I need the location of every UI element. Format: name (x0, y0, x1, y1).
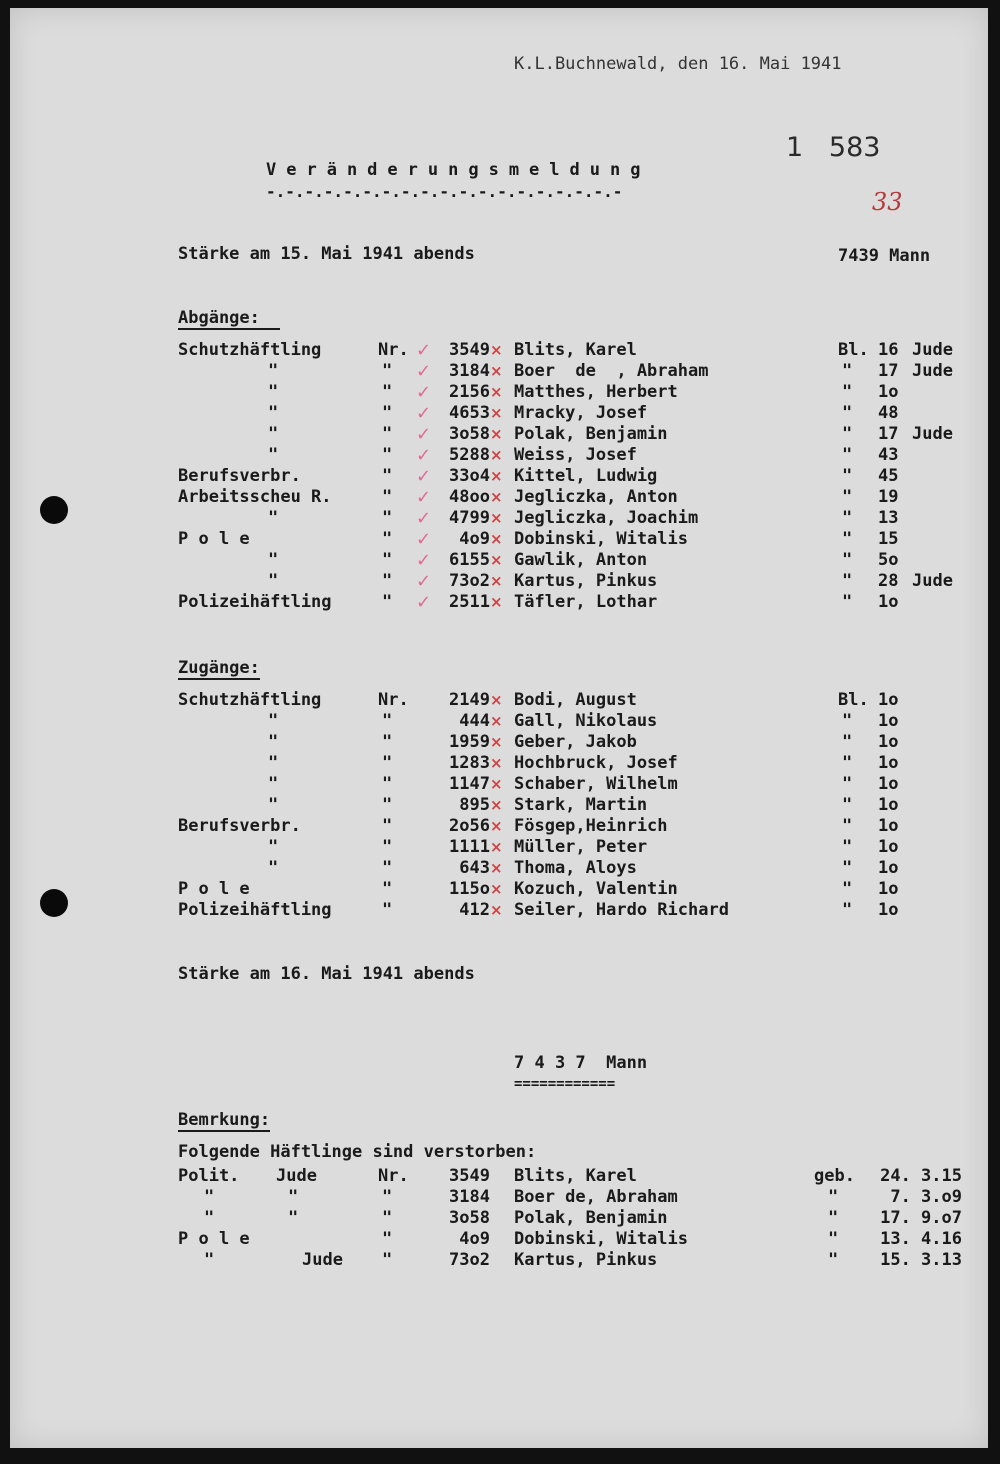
table-row (0, 1229, 1000, 1250)
nr-prefix-cell: " (382, 753, 393, 773)
table-row (0, 571, 1000, 592)
table-row (0, 837, 1000, 858)
prisoner-name-cell: Boer de , Abraham (514, 361, 709, 381)
note-cell: Jude (912, 424, 953, 444)
prisoner-name-cell: Täfler, Lothar (514, 592, 658, 612)
prisoner-number-cell: 444 (459, 711, 490, 731)
prisoner-name-cell: Fösgep,Heinrich (514, 816, 668, 836)
table-row (0, 1250, 1000, 1271)
red-annotation: 33 (872, 188, 903, 216)
prisoner-number-cell: 6155 (449, 550, 490, 570)
prisoner-number-cell: 895 (459, 795, 490, 815)
block-prefix-cell: " (842, 550, 853, 570)
prisoner-number-cell: 3o58 (449, 424, 490, 444)
table-row (0, 711, 1000, 732)
block-number-cell: 1o (878, 900, 899, 920)
block-number-cell: 1o (878, 858, 899, 878)
category-cell: " (204, 1187, 215, 1207)
nr-prefix-cell: Nr. (378, 340, 409, 360)
cross-mark: × (490, 383, 503, 401)
nr-prefix-cell: " (382, 487, 393, 507)
table-row (0, 1166, 1000, 1187)
table-row (0, 816, 1000, 837)
prisoner-name-cell: Gawlik, Anton (514, 550, 648, 570)
table-row (0, 466, 1000, 487)
block-number-cell: 15 (878, 529, 899, 549)
nr-prefix-cell: " (382, 550, 393, 570)
document-number: 1 583 (786, 132, 881, 163)
table-row (0, 529, 1000, 550)
departures-heading: Abgänge: (178, 308, 280, 330)
category-cell: P o l e (178, 1229, 250, 1249)
nr-prefix-cell: " (382, 711, 393, 731)
cross-mark: × (490, 362, 503, 380)
table-row (0, 732, 1000, 753)
category-cell: " (268, 795, 279, 815)
block-prefix-cell: " (842, 592, 853, 612)
sub-category-cell: " (288, 1187, 299, 1207)
prisoner-number-cell: 3o58 (449, 1208, 490, 1228)
prisoner-name-cell: Weiss, Josef (514, 445, 637, 465)
check-mark: ✓ (416, 592, 432, 613)
prisoner-name-cell: Boer de, Abraham (514, 1187, 678, 1207)
table-row (0, 487, 1000, 508)
prisoner-number-cell: 2o56 (449, 816, 490, 836)
table-row (0, 403, 1000, 424)
prisoner-name-cell: Mracky, Josef (514, 403, 648, 423)
prisoner-number-cell: 1283 (449, 753, 490, 773)
prisoner-name-cell: Blits, Karel (514, 340, 637, 360)
block-prefix-cell: " (842, 858, 853, 878)
birth-date-cell: 13. 4.16 (880, 1229, 962, 1249)
category-cell: Schutzhäftling (178, 690, 322, 710)
cross-mark: × (490, 530, 503, 548)
strength-start-value: 7439 Mann (838, 246, 931, 266)
prisoner-name-cell: Matthes, Herbert (514, 382, 678, 402)
category-cell: Berufsverbr. (178, 816, 301, 836)
check-mark: ✓ (416, 424, 432, 445)
nr-prefix-cell: " (382, 816, 393, 836)
table-row (0, 858, 1000, 879)
page-title: Veränderungsmeldung (266, 160, 651, 180)
cross-mark: × (490, 488, 503, 506)
prisoner-name-cell: Geber, Jakob (514, 732, 637, 752)
note-cell: Jude (912, 571, 953, 591)
category-cell: P o l e (178, 879, 250, 899)
prisoner-number-cell: 4653 (449, 403, 490, 423)
block-prefix-cell: " (842, 487, 853, 507)
cross-mark: × (490, 817, 503, 835)
prisoner-number-cell: 5288 (449, 445, 490, 465)
nr-prefix-cell: " (382, 879, 393, 899)
prisoner-number-cell: 115o (449, 879, 490, 899)
category-cell: " (268, 424, 279, 444)
prisoner-number-cell: 3549 (449, 340, 490, 360)
nr-prefix-cell: " (382, 1229, 393, 1249)
block-prefix-cell: " (842, 466, 853, 486)
block-number-cell: 17 (878, 361, 899, 381)
remarks-heading: Bemrkung: (178, 1110, 271, 1130)
category-cell: " (268, 361, 279, 381)
block-prefix-cell: " (842, 508, 853, 528)
category-cell: Polit. (178, 1166, 240, 1186)
table-row (0, 361, 1000, 382)
prisoner-number-cell: 73o2 (449, 1250, 490, 1270)
block-number-cell: 1o (878, 795, 899, 815)
cross-mark: × (490, 593, 503, 611)
prisoner-number-cell: 3549 (449, 1166, 490, 1186)
check-mark: ✓ (416, 571, 432, 592)
block-number-cell: 28 (878, 571, 899, 591)
remarks-intro: Folgende Häftlinge sind verstorben: (178, 1142, 537, 1162)
category-cell: Berufsverbr. (178, 466, 301, 486)
nr-prefix-cell: " (382, 508, 393, 528)
block-number-cell: 16 (878, 340, 899, 360)
category-cell: " (204, 1208, 215, 1228)
prisoner-name-cell: Dobinski, Witalis (514, 529, 688, 549)
prisoner-name-cell: Jegliczka, Anton (514, 487, 678, 507)
block-number-cell: 1o (878, 732, 899, 752)
block-number-cell: 1o (878, 711, 899, 731)
nr-prefix-cell: " (382, 592, 393, 612)
prisoner-number-cell: 48oo (449, 487, 490, 507)
block-prefix-cell: " (842, 816, 853, 836)
cross-mark: × (490, 341, 503, 359)
table-row (0, 550, 1000, 571)
cross-mark: × (490, 712, 503, 730)
strength-end-label: Stärke am 16. Mai 1941 abends (178, 964, 475, 984)
note-cell: Jude (912, 340, 953, 360)
nr-prefix-cell: " (382, 900, 393, 920)
block-number-cell: 1o (878, 382, 899, 402)
strength-end-value: 7 4 3 7 Mann (514, 1053, 648, 1073)
nr-prefix-cell: " (382, 361, 393, 381)
cross-mark: × (490, 691, 503, 709)
check-mark: ✓ (416, 550, 432, 571)
prisoner-name-cell: Gall, Nikolaus (514, 711, 658, 731)
block-number-cell: 43 (878, 445, 899, 465)
prisoner-name-cell: Thoma, Aloys (514, 858, 637, 878)
birth-date-cell: 24. 3.15 (880, 1166, 962, 1186)
born-prefix-cell: " (828, 1187, 839, 1207)
note-cell: Jude (912, 361, 953, 381)
table-row (0, 424, 1000, 445)
block-prefix-cell: Bl. (838, 340, 869, 360)
cross-mark: × (490, 733, 503, 751)
prisoner-number-cell: 1147 (449, 774, 490, 794)
block-number-cell: 48 (878, 403, 899, 423)
category-cell: " (268, 445, 279, 465)
birth-date-cell: 7. 3.o9 (890, 1187, 962, 1207)
block-number-cell: 17 (878, 424, 899, 444)
prisoner-number-cell: 2511 (449, 592, 490, 612)
prisoner-name-cell: Kartus, Pinkus (514, 1250, 658, 1270)
category-cell: Polizeihäftling (178, 900, 332, 920)
check-mark: ✓ (416, 466, 432, 487)
category-cell: Arbeitsscheu R. (178, 487, 332, 507)
prisoner-name-cell: Bodi, August (514, 690, 637, 710)
born-prefix-cell: " (828, 1208, 839, 1228)
cross-mark: × (490, 404, 503, 422)
block-number-cell: 1o (878, 592, 899, 612)
table-row (0, 900, 1000, 921)
prisoner-number-cell: 4o9 (459, 529, 490, 549)
prisoner-name-cell: Kittel, Ludwig (514, 466, 658, 486)
category-cell: " (268, 382, 279, 402)
category-cell: Schutzhäftling (178, 340, 322, 360)
place-date: K.L.Buchnewald, den 16. Mai 1941 (514, 54, 842, 74)
check-mark: ✓ (416, 382, 432, 403)
block-prefix-cell: Bl. (838, 690, 869, 710)
category-cell: " (204, 1250, 215, 1270)
prisoner-number-cell: 412 (459, 900, 490, 920)
block-number-cell: 13 (878, 508, 899, 528)
block-prefix-cell: " (842, 753, 853, 773)
block-number-cell: 1o (878, 816, 899, 836)
sub-category-cell: Jude (302, 1250, 343, 1270)
prisoner-name-cell: Polak, Benjamin (514, 1208, 668, 1228)
check-mark: ✓ (416, 361, 432, 382)
prisoner-number-cell: 3184 (449, 1187, 490, 1207)
nr-prefix-cell: " (382, 529, 393, 549)
prisoner-number-cell: 73o2 (449, 571, 490, 591)
table-row (0, 795, 1000, 816)
block-number-cell: 1o (878, 774, 899, 794)
prisoner-name-cell: Polak, Benjamin (514, 424, 668, 444)
prisoner-name-cell: Stark, Martin (514, 795, 648, 815)
category-cell: " (268, 774, 279, 794)
block-prefix-cell: " (842, 403, 853, 423)
block-number-cell: 45 (878, 466, 899, 486)
sub-category-cell: " (288, 1208, 299, 1228)
prisoner-name-cell: Schaber, Wilhelm (514, 774, 678, 794)
nr-prefix-cell: " (382, 732, 393, 752)
table-row (0, 753, 1000, 774)
block-prefix-cell: " (842, 795, 853, 815)
prisoner-name-cell: Kartus, Pinkus (514, 571, 658, 591)
check-mark: ✓ (416, 508, 432, 529)
cross-mark: × (490, 551, 503, 569)
block-prefix-cell: " (842, 774, 853, 794)
nr-prefix-cell: " (382, 571, 393, 591)
block-prefix-cell: " (842, 711, 853, 731)
block-number-cell: 5o (878, 550, 899, 570)
nr-prefix-cell: " (382, 858, 393, 878)
block-number-cell: 1o (878, 837, 899, 857)
block-prefix-cell: " (842, 571, 853, 591)
nr-prefix-cell: " (382, 1250, 393, 1270)
category-cell: " (268, 837, 279, 857)
birth-date-cell: 17. 9.o7 (880, 1208, 962, 1228)
table-row (0, 690, 1000, 711)
block-prefix-cell: " (842, 837, 853, 857)
nr-prefix-cell: Nr. (378, 690, 409, 710)
prisoner-number-cell: 2156 (449, 382, 490, 402)
nr-prefix-cell: " (382, 382, 393, 402)
cross-mark: × (490, 446, 503, 464)
sub-category-cell: Jude (276, 1166, 317, 1186)
category-cell: " (268, 858, 279, 878)
cross-mark: × (490, 880, 503, 898)
nr-prefix-cell: " (382, 1187, 393, 1207)
category-cell: P o l e (178, 529, 250, 549)
check-mark: ✓ (416, 340, 432, 361)
strength-start-label: Stärke am 15. Mai 1941 abends (178, 244, 475, 264)
cross-mark: × (490, 754, 503, 772)
strength-end-underline: ============ (514, 1076, 616, 1092)
title-underline: -.-.-.-.-.-.-.-.-.-.-.-.-.-.-.-.-.-.- (266, 182, 623, 201)
table-row (0, 1208, 1000, 1229)
check-mark: ✓ (416, 445, 432, 466)
prisoner-name-cell: Blits, Karel (514, 1166, 637, 1186)
block-prefix-cell: " (842, 361, 853, 381)
table-row (0, 340, 1000, 361)
prisoner-number-cell: 643 (459, 858, 490, 878)
prisoner-name-cell: Dobinski, Witalis (514, 1229, 688, 1249)
table-row (0, 592, 1000, 613)
cross-mark: × (490, 859, 503, 877)
cross-mark: × (490, 467, 503, 485)
block-prefix-cell: " (842, 382, 853, 402)
prisoner-number-cell: 2149 (449, 690, 490, 710)
table-row (0, 445, 1000, 466)
nr-prefix-cell: " (382, 424, 393, 444)
block-prefix-cell: " (842, 732, 853, 752)
nr-prefix-cell: " (382, 837, 393, 857)
cross-mark: × (490, 775, 503, 793)
prisoner-number-cell: 4799 (449, 508, 490, 528)
check-mark: ✓ (416, 529, 432, 550)
table-row (0, 879, 1000, 900)
category-cell: " (268, 403, 279, 423)
prisoner-name-cell: Kozuch, Valentin (514, 879, 678, 899)
cross-mark: × (490, 796, 503, 814)
block-number-cell: 1o (878, 753, 899, 773)
category-cell: " (268, 732, 279, 752)
prisoner-number-cell: 1111 (449, 837, 490, 857)
cross-mark: × (490, 572, 503, 590)
nr-prefix-cell: Nr. (378, 1166, 409, 1186)
prisoner-number-cell: 4o9 (459, 1229, 490, 1249)
block-prefix-cell: " (842, 424, 853, 444)
table-row (0, 508, 1000, 529)
block-prefix-cell: " (842, 879, 853, 899)
block-prefix-cell: " (842, 900, 853, 920)
nr-prefix-cell: " (382, 466, 393, 486)
category-cell: Polizeihäftling (178, 592, 332, 612)
category-cell: " (268, 571, 279, 591)
table-row (0, 774, 1000, 795)
born-prefix-cell: " (828, 1250, 839, 1270)
nr-prefix-cell: " (382, 774, 393, 794)
prisoner-number-cell: 33o4 (449, 466, 490, 486)
birth-date-cell: 15. 3.13 (880, 1250, 962, 1270)
born-prefix-cell: " (828, 1229, 839, 1249)
prisoner-name-cell: Seiler, Hardo Richard (514, 900, 729, 920)
prisoner-number-cell: 1959 (449, 732, 490, 752)
block-number-cell: 1o (878, 879, 899, 899)
nr-prefix-cell: " (382, 1208, 393, 1228)
prisoner-name-cell: Müller, Peter (514, 837, 648, 857)
arrivals-heading: Zugänge: (178, 658, 260, 678)
cross-mark: × (490, 901, 503, 919)
prisoner-name-cell: Jegliczka, Joachim (514, 508, 699, 528)
nr-prefix-cell: " (382, 403, 393, 423)
category-cell: " (268, 711, 279, 731)
prisoner-number-cell: 3184 (449, 361, 490, 381)
table-row (0, 382, 1000, 403)
nr-prefix-cell: " (382, 445, 393, 465)
cross-mark: × (490, 425, 503, 443)
block-prefix-cell: " (842, 445, 853, 465)
block-number-cell: 1o (878, 690, 899, 710)
block-prefix-cell: " (842, 529, 853, 549)
table-row (0, 1187, 1000, 1208)
category-cell: " (268, 508, 279, 528)
category-cell: " (268, 550, 279, 570)
cross-mark: × (490, 838, 503, 856)
nr-prefix-cell: " (382, 795, 393, 815)
cross-mark: × (490, 509, 503, 527)
prisoner-name-cell: Hochbruck, Josef (514, 753, 678, 773)
block-number-cell: 19 (878, 487, 899, 507)
check-mark: ✓ (416, 487, 432, 508)
category-cell: " (268, 753, 279, 773)
born-prefix-cell: geb. (814, 1166, 855, 1186)
check-mark: ✓ (416, 403, 432, 424)
